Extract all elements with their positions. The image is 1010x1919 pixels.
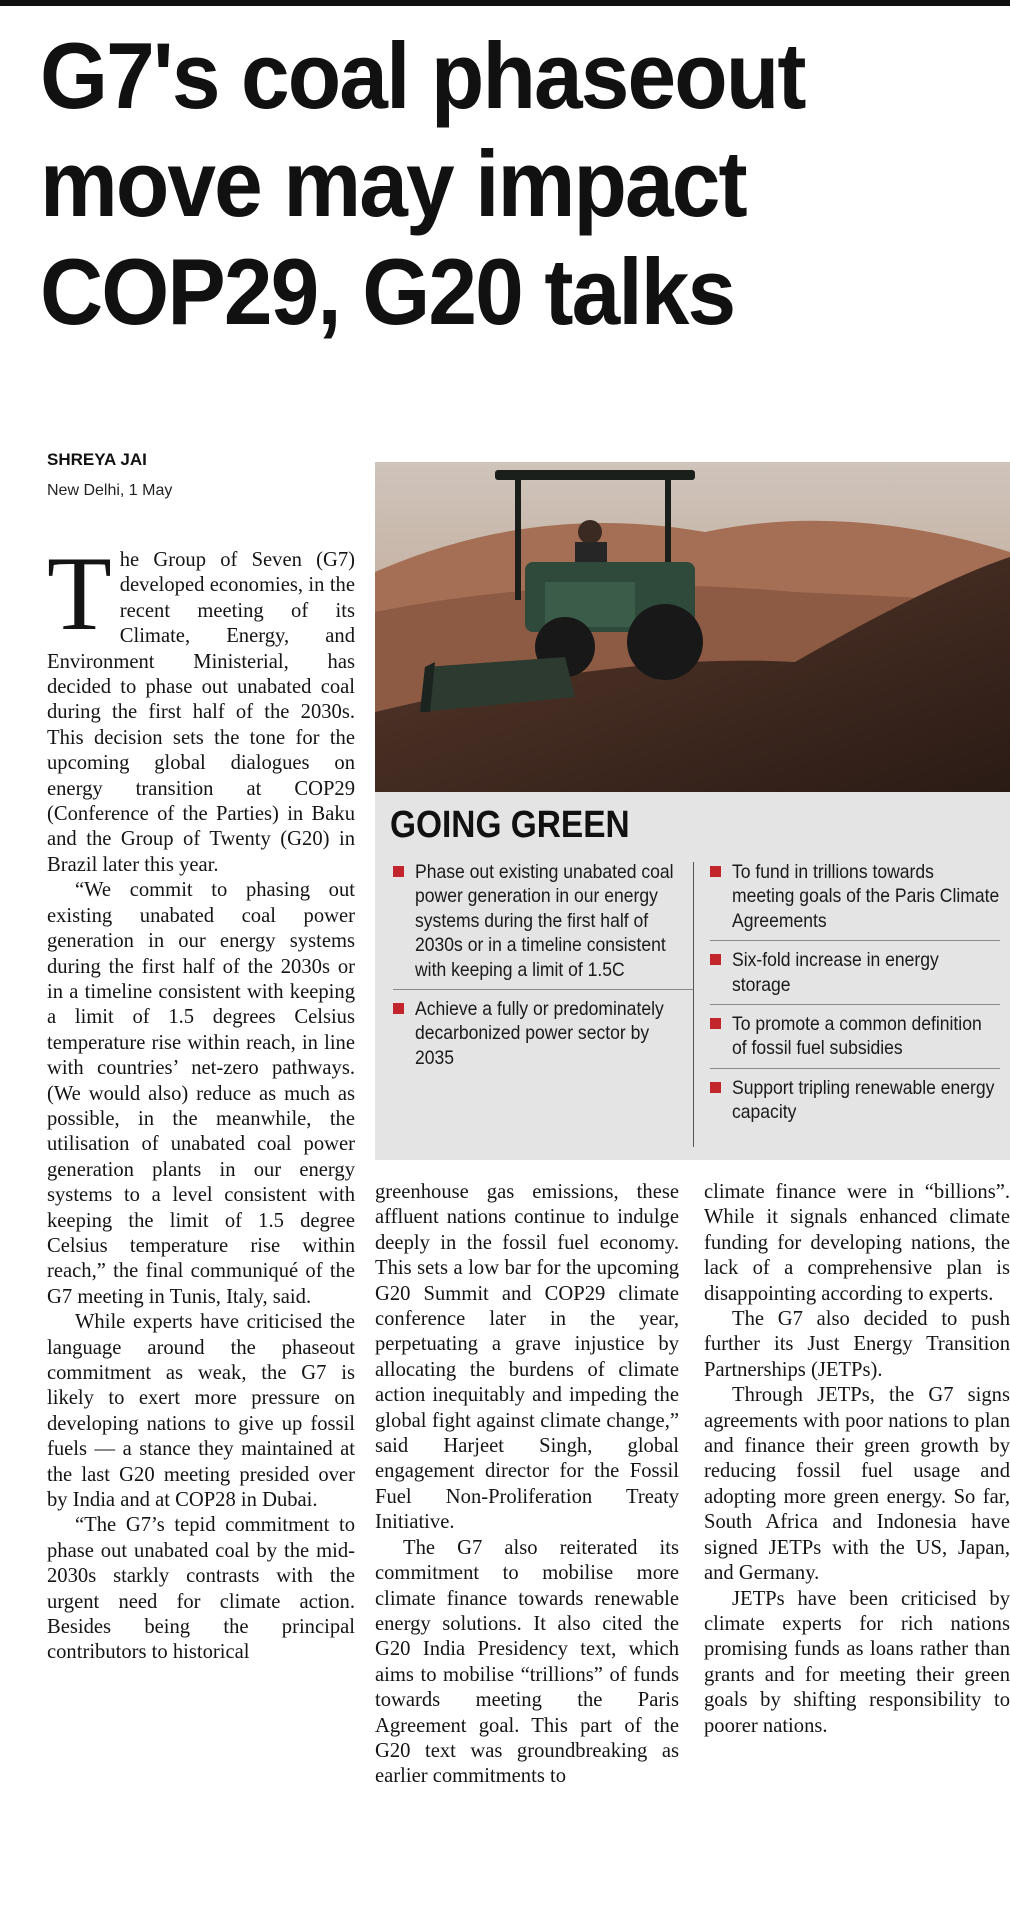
headline-line-1: G7's coal phaseout (40, 23, 805, 128)
box-list-item (710, 1076, 1000, 1132)
article-column-2 (375, 1180, 679, 1790)
article-paragraph: “The G7’s tepid commitment to phase out unabated coal by the mid-2030s starkly contrasts with the urgent need for climate action. Besides being the principal contributors to historical (47, 1514, 355, 1664)
article-paragraph: greenhouse gas emissions, these affluent nations continue to indulge deeply in the fossil fuel economy. This sets a low bar for the upcoming G20 Summit and COP29 climate conference later in the year, perpetuating a grave injustice by allocating the burdens of climate action inequitably and impeding the global fight against climate change,” said Harjeet Singh, global engagement director for the Fossil Fuel Non-Proliferation Treaty Initiative. (375, 1181, 679, 1534)
article-paragraph (47, 535, 355, 878)
box-item-text: Support tripling renewable energy capacity (732, 1076, 995, 1124)
headline-line-2: move may impact (40, 131, 746, 236)
box-item-text: Six-fold increase in energy storage (732, 949, 939, 996)
box-item-text: To fund in trillions towards meeting goals of the Paris Climate Agreements (732, 861, 1000, 932)
box-list-item (710, 948, 1000, 1005)
bullet-square-icon (710, 1082, 721, 1093)
headline-line-3: COP29, G20 talks (40, 239, 735, 344)
bullet-square-icon (393, 866, 404, 877)
headline (40, 22, 933, 346)
bullet-square-icon (710, 1018, 721, 1029)
box-item-text: Achieve a fully or predominately decarbonized power sector by 2035 (415, 998, 664, 1069)
going-green-box (375, 792, 1010, 1160)
paragraph-text: he Group of Seven (G7) developed economies, in the recent meeting of its Climate, Energy, and Environment Ministerial, has decided to phase out unabated coal during the first half of the 2030s. This decision sets the tone for the upcoming global dialogues on energy transition at COP29 (Conference of the Parties) in Baku and the Group of Twenty (G20) in Brazil later this year. (47, 549, 355, 876)
box-title: GOING GREEN (390, 804, 630, 846)
drop-cap: T (47, 535, 112, 652)
box-list-item (393, 997, 693, 1077)
article-paragraph: The G7 also decided to push further its Just Energy Transition Partnerships (JETPs). (704, 1308, 1010, 1381)
tractor-coal-photo (375, 462, 1010, 792)
box-left-column (393, 860, 693, 1077)
bullet-square-icon (393, 1003, 404, 1014)
article-paragraph: JETPs have been criticised by climate experts for rich nations promising funds as loans rather than grants and for meeting their green goals by shifting responsibility to poorer nations. (704, 1587, 1010, 1737)
article-column-3 (704, 1180, 1010, 1739)
photo-illustration (375, 462, 1010, 792)
article-paragraph: While experts have criticised the language around the phaseout commitment as weak, the G7 is likely to exert more pressure on developing nations to give up fossil fuels — a stance they maintained at the last G20 meeting presided over by India and at COP28 in Dubai. (47, 1311, 355, 1512)
bullet-square-icon (710, 954, 721, 965)
article-paragraph: “We commit to phasing out existing unabated coal power generation in our energy systems during the first half of the 2030s or in a timeline consistent with keeping a limit of 1.5 degrees Celsius temperature rise within reach, in line with countries’ net-zero pathways. (We would also) reduce as much as possible, in the meanwhile, the utilisation of unabated coal power generation plants in our energy systems to a level consistent with keeping the limit of 1.5 degree Celsius temperature rise within reach,” the final communiqué of the G7 meeting in Tunis, Italy, said. (47, 879, 355, 1308)
box-right-column (710, 860, 1000, 1132)
box-divider (693, 862, 694, 1147)
top-rule (0, 0, 1010, 6)
box-list-item (710, 860, 1000, 941)
dateline: New Delhi, 1 May (47, 482, 173, 499)
box-item-text: Phase out existing unabated coal power generation in our energy systems during the first half of 2030s or in a timeline consistent with keeping a limit of 1.5C (415, 861, 674, 981)
article-paragraph: climate finance were in “billions”. While it signals enhanced climate funding for developing nations, the lack of a comprehensive plan is disappointing according to experts. (704, 1181, 1010, 1305)
box-list-item (393, 860, 693, 990)
article-column-1 (47, 535, 355, 1666)
article-paragraph: The G7 also reiterated its commitment to mobilise more climate finance towards renewable energy solutions. It also cited the G20 India Presidency text, which aims to mobilise “trillions” of funds towards meeting the Paris Agreement goal. This part of the G20 text was groundbreaking as earlier commitments to (375, 1536, 679, 1788)
box-list-item (710, 1012, 1000, 1069)
article-paragraph: Through JETPs, the G7 signs agreements with poor nations to plan and finance their green growth by reducing fossil fuel usage and adopting more green energy. So far, South Africa and Indonesia have signed JETPs with the US, Japan, and Germany. (704, 1384, 1010, 1585)
byline: SHREYA JAI (47, 450, 147, 469)
bullet-square-icon (710, 866, 721, 877)
box-item-text: To promote a common definition of fossil fuel subsidies (732, 1013, 982, 1060)
